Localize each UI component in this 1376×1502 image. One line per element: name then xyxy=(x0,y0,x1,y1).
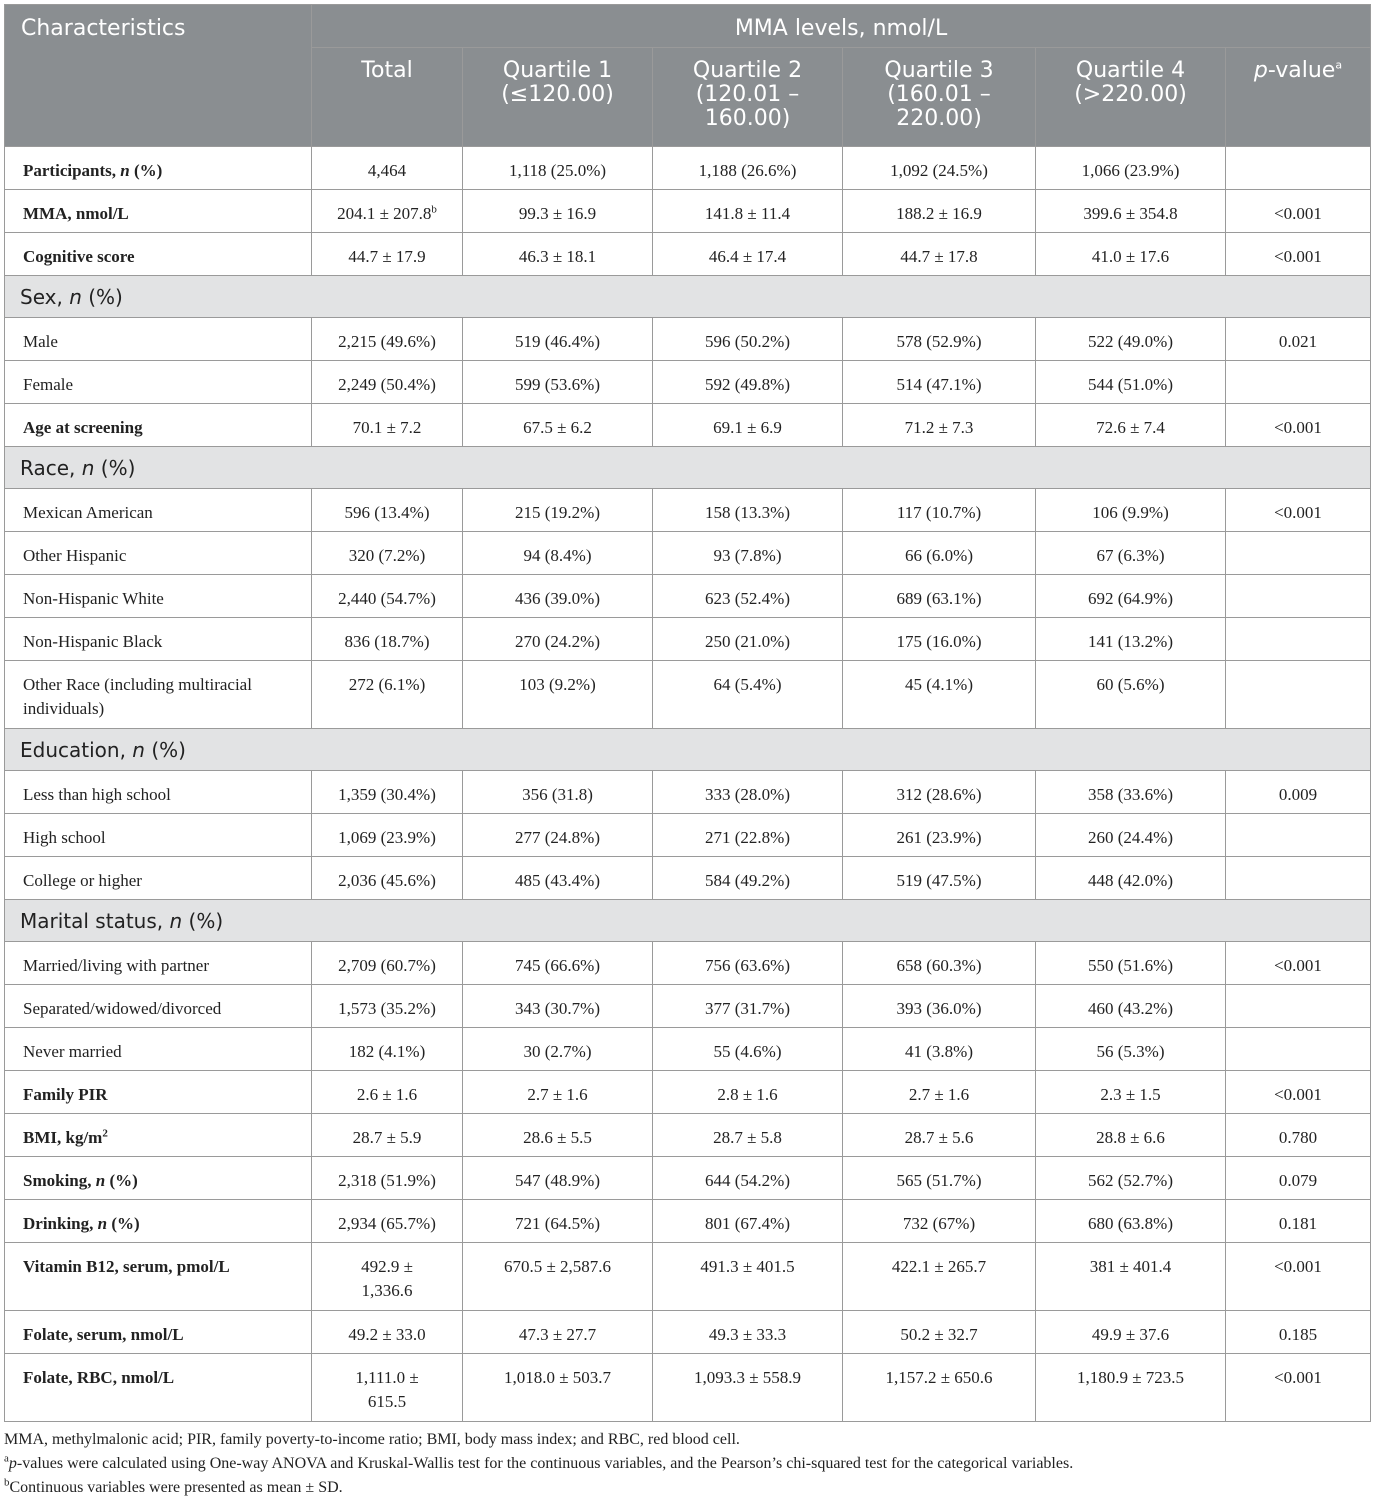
cell-q4: 550 (51.6%) xyxy=(1036,942,1226,985)
cell-q3: 66 (6.0%) xyxy=(843,532,1036,575)
cell-p: 0.009 xyxy=(1226,771,1371,814)
row-label: Married/living with partner xyxy=(5,942,312,985)
cell-total: 2.6 ± 1.6 xyxy=(312,1071,463,1114)
row-female xyxy=(5,361,1371,404)
section-race xyxy=(5,447,1371,489)
row-label: Never married xyxy=(5,1028,312,1071)
row-label: BMI, $kg/m^2$ xyxy=(5,1114,312,1157)
row-label: Other Hispanic xyxy=(5,532,312,575)
footnote-abbreviations: MMA, methylmalonic acid; PIR, family poverty-to-income ratio; BMI, body mass index; and RBC, red blood cell. xyxy=(4,1431,740,1448)
cell-p: 0.021 xyxy=(1226,318,1371,361)
row-folate-serum xyxy=(5,1311,1371,1354)
cell-total: 1,111.0 ± 615.5 xyxy=(312,1354,463,1422)
cell-p: 0.181 xyxy=(1226,1200,1371,1243)
cell-q1: 99.3 ± 16.9 xyxy=(463,190,653,233)
cell-total: 1,359 (30.4%) xyxy=(312,771,463,814)
row-less-than-high-school xyxy=(5,771,1371,814)
cell-q1: 270 (24.2%) xyxy=(463,618,653,661)
row-married xyxy=(5,942,1371,985)
cell-q1: 485 (43.4%) xyxy=(463,857,653,900)
cell-total: 4,464 xyxy=(312,147,463,190)
cell-q3: 117 (10.7%) xyxy=(843,489,1036,532)
cell-p xyxy=(1226,575,1371,618)
cell-p: <0.001 xyxy=(1226,1243,1371,1311)
row-family-pir xyxy=(5,1071,1371,1114)
cell-p: <0.001 xyxy=(1226,404,1371,447)
cell-q2: 801 (67.4%) xyxy=(653,1200,843,1243)
cell-q4: 2.3 ± 1.5 xyxy=(1036,1071,1226,1114)
cell-q3: 312 (28.6%) xyxy=(843,771,1036,814)
cell-total: 2,318 (51.9%) xyxy=(312,1157,463,1200)
cell-q1: 745 (66.6%) xyxy=(463,942,653,985)
cell-q4: 28.8 ± 6.6 xyxy=(1036,1114,1226,1157)
cell-q4: 60 (5.6%) xyxy=(1036,661,1226,729)
cell-q2: 377 (31.7%) xyxy=(653,985,843,1028)
cell-p xyxy=(1226,1028,1371,1071)
section-label: Race, n (%) xyxy=(5,447,1371,489)
cell-q4: 260 (24.4%) xyxy=(1036,814,1226,857)
row-label: Separated/widowed/divorced xyxy=(5,985,312,1028)
cell-q2: 158 (13.3%) xyxy=(653,489,843,532)
section-label: Marital status, n (%) xyxy=(5,900,1371,942)
cell-q1: 343 (30.7%) xyxy=(463,985,653,1028)
row-other-hispanic xyxy=(5,532,1371,575)
cell-q2: 64 (5.4%) xyxy=(653,661,843,729)
cell-q1: 670.5 ± 2,587.6 xyxy=(463,1243,653,1311)
section-marital-status xyxy=(5,900,1371,942)
cell-total: 836 (18.7%) xyxy=(312,618,463,661)
cell-q2: 2.8 ± 1.6 xyxy=(653,1071,843,1114)
baseline-characteristics-table xyxy=(4,4,1371,1422)
cell-q3: 2.7 ± 1.6 xyxy=(843,1071,1036,1114)
cell-q4: 399.6 ± 354.8 xyxy=(1036,190,1226,233)
cell-q2: 491.3 ± 401.5 xyxy=(653,1243,843,1311)
cell-q3: 514 (47.1%) xyxy=(843,361,1036,404)
cell-total: 1,573 (35.2%) xyxy=(312,985,463,1028)
row-college-or-higher xyxy=(5,857,1371,900)
cell-q1: 356 (31.8) xyxy=(463,771,653,814)
cell-p xyxy=(1226,147,1371,190)
cell-total: 182 (4.1%) xyxy=(312,1028,463,1071)
cell-q4: 562 (52.7%) xyxy=(1036,1157,1226,1200)
cell-total: 204.1 ± 207.8$^b$ xyxy=(312,190,463,233)
cell-q2: 584 (49.2%) xyxy=(653,857,843,900)
cell-q3: 41 (3.8%) xyxy=(843,1028,1036,1071)
cell-q4: 680 (63.8%) xyxy=(1036,1200,1226,1243)
cell-q3: 28.7 ± 5.6 xyxy=(843,1114,1036,1157)
section-label: Education, n (%) xyxy=(5,729,1371,771)
row-non-hispanic-white xyxy=(5,575,1371,618)
cell-q3: 45 (4.1%) xyxy=(843,661,1036,729)
cell-q2: 250 (21.0%) xyxy=(653,618,843,661)
cell-q3: 578 (52.9%) xyxy=(843,318,1036,361)
cell-q4: 544 (51.0%) xyxy=(1036,361,1226,404)
footnote-b: $^b$Continuous variables were presented as mean ± SD. xyxy=(4,1476,343,1496)
cell-p xyxy=(1226,661,1371,729)
row-label: Other Race (including multiracial individuals) xyxy=(5,661,312,729)
cell-q2: 69.1 ± 6.9 xyxy=(653,404,843,447)
row-label: Non-Hispanic White xyxy=(5,575,312,618)
cell-q3: 50.2 ± 32.7 xyxy=(843,1311,1036,1354)
header-total: Total xyxy=(312,48,463,147)
cell-q1: 1,018.0 ± 503.7 xyxy=(463,1354,653,1422)
row-mexican-american xyxy=(5,489,1371,532)
cell-q1: 436 (39.0%) xyxy=(463,575,653,618)
cell-q2: 1,188 (26.6%) xyxy=(653,147,843,190)
row-label: High school xyxy=(5,814,312,857)
cell-q2: 141.8 ± 11.4 xyxy=(653,190,843,233)
row-label: Smoking, n (%) xyxy=(5,1157,312,1200)
cell-total: 2,036 (45.6%) xyxy=(312,857,463,900)
cell-q2: 1,093.3 ± 558.9 xyxy=(653,1354,843,1422)
header-characteristics: Characteristics xyxy=(5,5,312,147)
cell-q1: 94 (8.4%) xyxy=(463,532,653,575)
cell-q1: 2.7 ± 1.6 xyxy=(463,1071,653,1114)
row-label: Folate, RBC, nmol/L xyxy=(5,1354,312,1422)
row-label: College or higher xyxy=(5,857,312,900)
row-separated xyxy=(5,985,1371,1028)
cell-total: 596 (13.4%) xyxy=(312,489,463,532)
cell-p xyxy=(1226,814,1371,857)
cell-q3: 393 (36.0%) xyxy=(843,985,1036,1028)
row-bmi xyxy=(5,1114,1371,1157)
cell-q1: 30 (2.7%) xyxy=(463,1028,653,1071)
cell-total: 28.7 ± 5.9 xyxy=(312,1114,463,1157)
cell-q1: 721 (64.5%) xyxy=(463,1200,653,1243)
cell-q2: 333 (28.0%) xyxy=(653,771,843,814)
cell-q2: 592 (49.8%) xyxy=(653,361,843,404)
row-label: Vitamin B12, serum, pmol/L xyxy=(5,1243,312,1311)
cell-p xyxy=(1226,361,1371,404)
cell-q4: 381 ± 401.4 xyxy=(1036,1243,1226,1311)
cell-q3: 1,092 (24.5%) xyxy=(843,147,1036,190)
cell-p: <0.001 xyxy=(1226,942,1371,985)
cell-q4: 692 (64.9%) xyxy=(1036,575,1226,618)
footnote-a: $^a$p-values were calculated using One-way ANOVA and Kruskal-Wallis test for the continuous variables, and the Pearson’s chi-squared test for the categorical variables. xyxy=(4,1452,1074,1472)
row-never-married xyxy=(5,1028,1371,1071)
cell-total: 2,934 (65.7%) xyxy=(312,1200,463,1243)
cell-q3: 689 (63.1%) xyxy=(843,575,1036,618)
cell-total: 320 (7.2%) xyxy=(312,532,463,575)
cell-total: 70.1 ± 7.2 xyxy=(312,404,463,447)
cell-total: 2,215 (49.6%) xyxy=(312,318,463,361)
row-age-at-screening xyxy=(5,404,1371,447)
cell-total: 2,249 (50.4%) xyxy=(312,361,463,404)
cell-p xyxy=(1226,985,1371,1028)
row-label: MMA, nmol/L xyxy=(5,190,312,233)
cell-p: <0.001 xyxy=(1226,489,1371,532)
cell-q3: 71.2 ± 7.3 xyxy=(843,404,1036,447)
section-sex xyxy=(5,276,1371,318)
cell-q4: 67 (6.3%) xyxy=(1036,532,1226,575)
cell-total: 2,709 (60.7%) xyxy=(312,942,463,985)
row-drinking xyxy=(5,1200,1371,1243)
baseline-characteristics-table-wrapper xyxy=(4,4,1370,1422)
cell-q4: 141 (13.2%) xyxy=(1036,618,1226,661)
cell-p: <0.001 xyxy=(1226,233,1371,276)
row-folate-rbc xyxy=(5,1354,1371,1422)
cell-q1: 547 (48.9%) xyxy=(463,1157,653,1200)
row-cognitive-score xyxy=(5,233,1371,276)
cell-q3: 188.2 ± 16.9 xyxy=(843,190,1036,233)
cell-q2: 28.7 ± 5.8 xyxy=(653,1114,843,1157)
cell-q2: 623 (52.4%) xyxy=(653,575,843,618)
cell-q4: 460 (43.2%) xyxy=(1036,985,1226,1028)
cell-total: 492.9 ± 1,336.6 xyxy=(312,1243,463,1311)
row-participants xyxy=(5,147,1371,190)
cell-p: 0.780 xyxy=(1226,1114,1371,1157)
cell-q2: 93 (7.8%) xyxy=(653,532,843,575)
cell-q1: 67.5 ± 6.2 xyxy=(463,404,653,447)
cell-p: <0.001 xyxy=(1226,1071,1371,1114)
cell-p: 0.079 xyxy=(1226,1157,1371,1200)
cell-total: 2,440 (54.7%) xyxy=(312,575,463,618)
cell-q4: 106 (9.9%) xyxy=(1036,489,1226,532)
row-mma xyxy=(5,190,1371,233)
header-quartile-2: Quartile 2 (120.01 – 160.00) xyxy=(653,48,843,147)
cell-p xyxy=(1226,532,1371,575)
row-other-race xyxy=(5,661,1371,729)
row-smoking xyxy=(5,1157,1371,1200)
cell-q4: 522 (49.0%) xyxy=(1036,318,1226,361)
cell-q3: 519 (47.5%) xyxy=(843,857,1036,900)
row-high-school xyxy=(5,814,1371,857)
cell-q1: 599 (53.6%) xyxy=(463,361,653,404)
cell-q3: 175 (16.0%) xyxy=(843,618,1036,661)
header-quartile-3: Quartile 3 (160.01 – 220.00) xyxy=(843,48,1036,147)
row-label: Drinking, n (%) xyxy=(5,1200,312,1243)
cell-q4: 49.9 ± 37.6 xyxy=(1036,1311,1226,1354)
cell-q2: 271 (22.8%) xyxy=(653,814,843,857)
row-label: Less than high school xyxy=(5,771,312,814)
header-mma-levels: MMA levels, nmol/L xyxy=(312,5,1371,48)
cell-p xyxy=(1226,857,1371,900)
cell-q3: 658 (60.3%) xyxy=(843,942,1036,985)
row-label: Age at screening xyxy=(5,404,312,447)
header-quartile-1: Quartile 1 (≤120.00) xyxy=(463,48,653,147)
cell-q1: 1,118 (25.0%) xyxy=(463,147,653,190)
row-label: Participants, n (%) xyxy=(5,147,312,190)
cell-p: 0.185 xyxy=(1226,1311,1371,1354)
cell-q2: 46.4 ± 17.4 xyxy=(653,233,843,276)
cell-total: 44.7 ± 17.9 xyxy=(312,233,463,276)
row-label: Male xyxy=(5,318,312,361)
row-non-hispanic-black xyxy=(5,618,1371,661)
row-vitamin-b12 xyxy=(5,1243,1371,1311)
cell-q4: 72.6 ± 7.4 xyxy=(1036,404,1226,447)
section-label: Sex, n (%) xyxy=(5,276,1371,318)
row-label: Cognitive score xyxy=(5,233,312,276)
row-label: Family PIR xyxy=(5,1071,312,1114)
cell-total: 49.2 ± 33.0 xyxy=(312,1311,463,1354)
row-label: Female xyxy=(5,361,312,404)
cell-q4: 41.0 ± 17.6 xyxy=(1036,233,1226,276)
cell-q2: 55 (4.6%) xyxy=(653,1028,843,1071)
row-label: Non-Hispanic Black xyxy=(5,618,312,661)
cell-p xyxy=(1226,618,1371,661)
section-education xyxy=(5,729,1371,771)
cell-total: 1,069 (23.9%) xyxy=(312,814,463,857)
cell-q4: 448 (42.0%) xyxy=(1036,857,1226,900)
cell-q4: 1,180.9 ± 723.5 xyxy=(1036,1354,1226,1422)
cell-q1: 28.6 ± 5.5 xyxy=(463,1114,653,1157)
cell-q2: 49.3 ± 33.3 xyxy=(653,1311,843,1354)
cell-q1: 46.3 ± 18.1 xyxy=(463,233,653,276)
cell-q2: 644 (54.2%) xyxy=(653,1157,843,1200)
cell-q4: 358 (33.6%) xyxy=(1036,771,1226,814)
cell-q1: 215 (19.2%) xyxy=(463,489,653,532)
cell-q3: 44.7 ± 17.8 xyxy=(843,233,1036,276)
cell-q2: 596 (50.2%) xyxy=(653,318,843,361)
cell-q4: 1,066 (23.9%) xyxy=(1036,147,1226,190)
row-male xyxy=(5,318,1371,361)
cell-q1: 277 (24.8%) xyxy=(463,814,653,857)
header-p-value: p-value$^a$ xyxy=(1226,48,1371,147)
cell-q3: 565 (51.7%) xyxy=(843,1157,1036,1200)
cell-q2: 756 (63.6%) xyxy=(653,942,843,985)
cell-q3: 261 (23.9%) xyxy=(843,814,1036,857)
cell-q1: 103 (9.2%) xyxy=(463,661,653,729)
cell-p: <0.001 xyxy=(1226,190,1371,233)
cell-q3: 1,157.2 ± 650.6 xyxy=(843,1354,1036,1422)
cell-q4: 56 (5.3%) xyxy=(1036,1028,1226,1071)
cell-q1: 47.3 ± 27.7 xyxy=(463,1311,653,1354)
row-label: Mexican American xyxy=(5,489,312,532)
cell-q1: 519 (46.4%) xyxy=(463,318,653,361)
cell-p: <0.001 xyxy=(1226,1354,1371,1422)
header-quartile-4: Quartile 4 (>220.00) xyxy=(1036,48,1226,147)
row-label: Folate, serum, nmol/L xyxy=(5,1311,312,1354)
cell-total: 272 (6.1%) xyxy=(312,661,463,729)
table-footnotes xyxy=(4,1428,1370,1500)
cell-q3: 732 (67%) xyxy=(843,1200,1036,1243)
cell-q3: 422.1 ± 265.7 xyxy=(843,1243,1036,1311)
